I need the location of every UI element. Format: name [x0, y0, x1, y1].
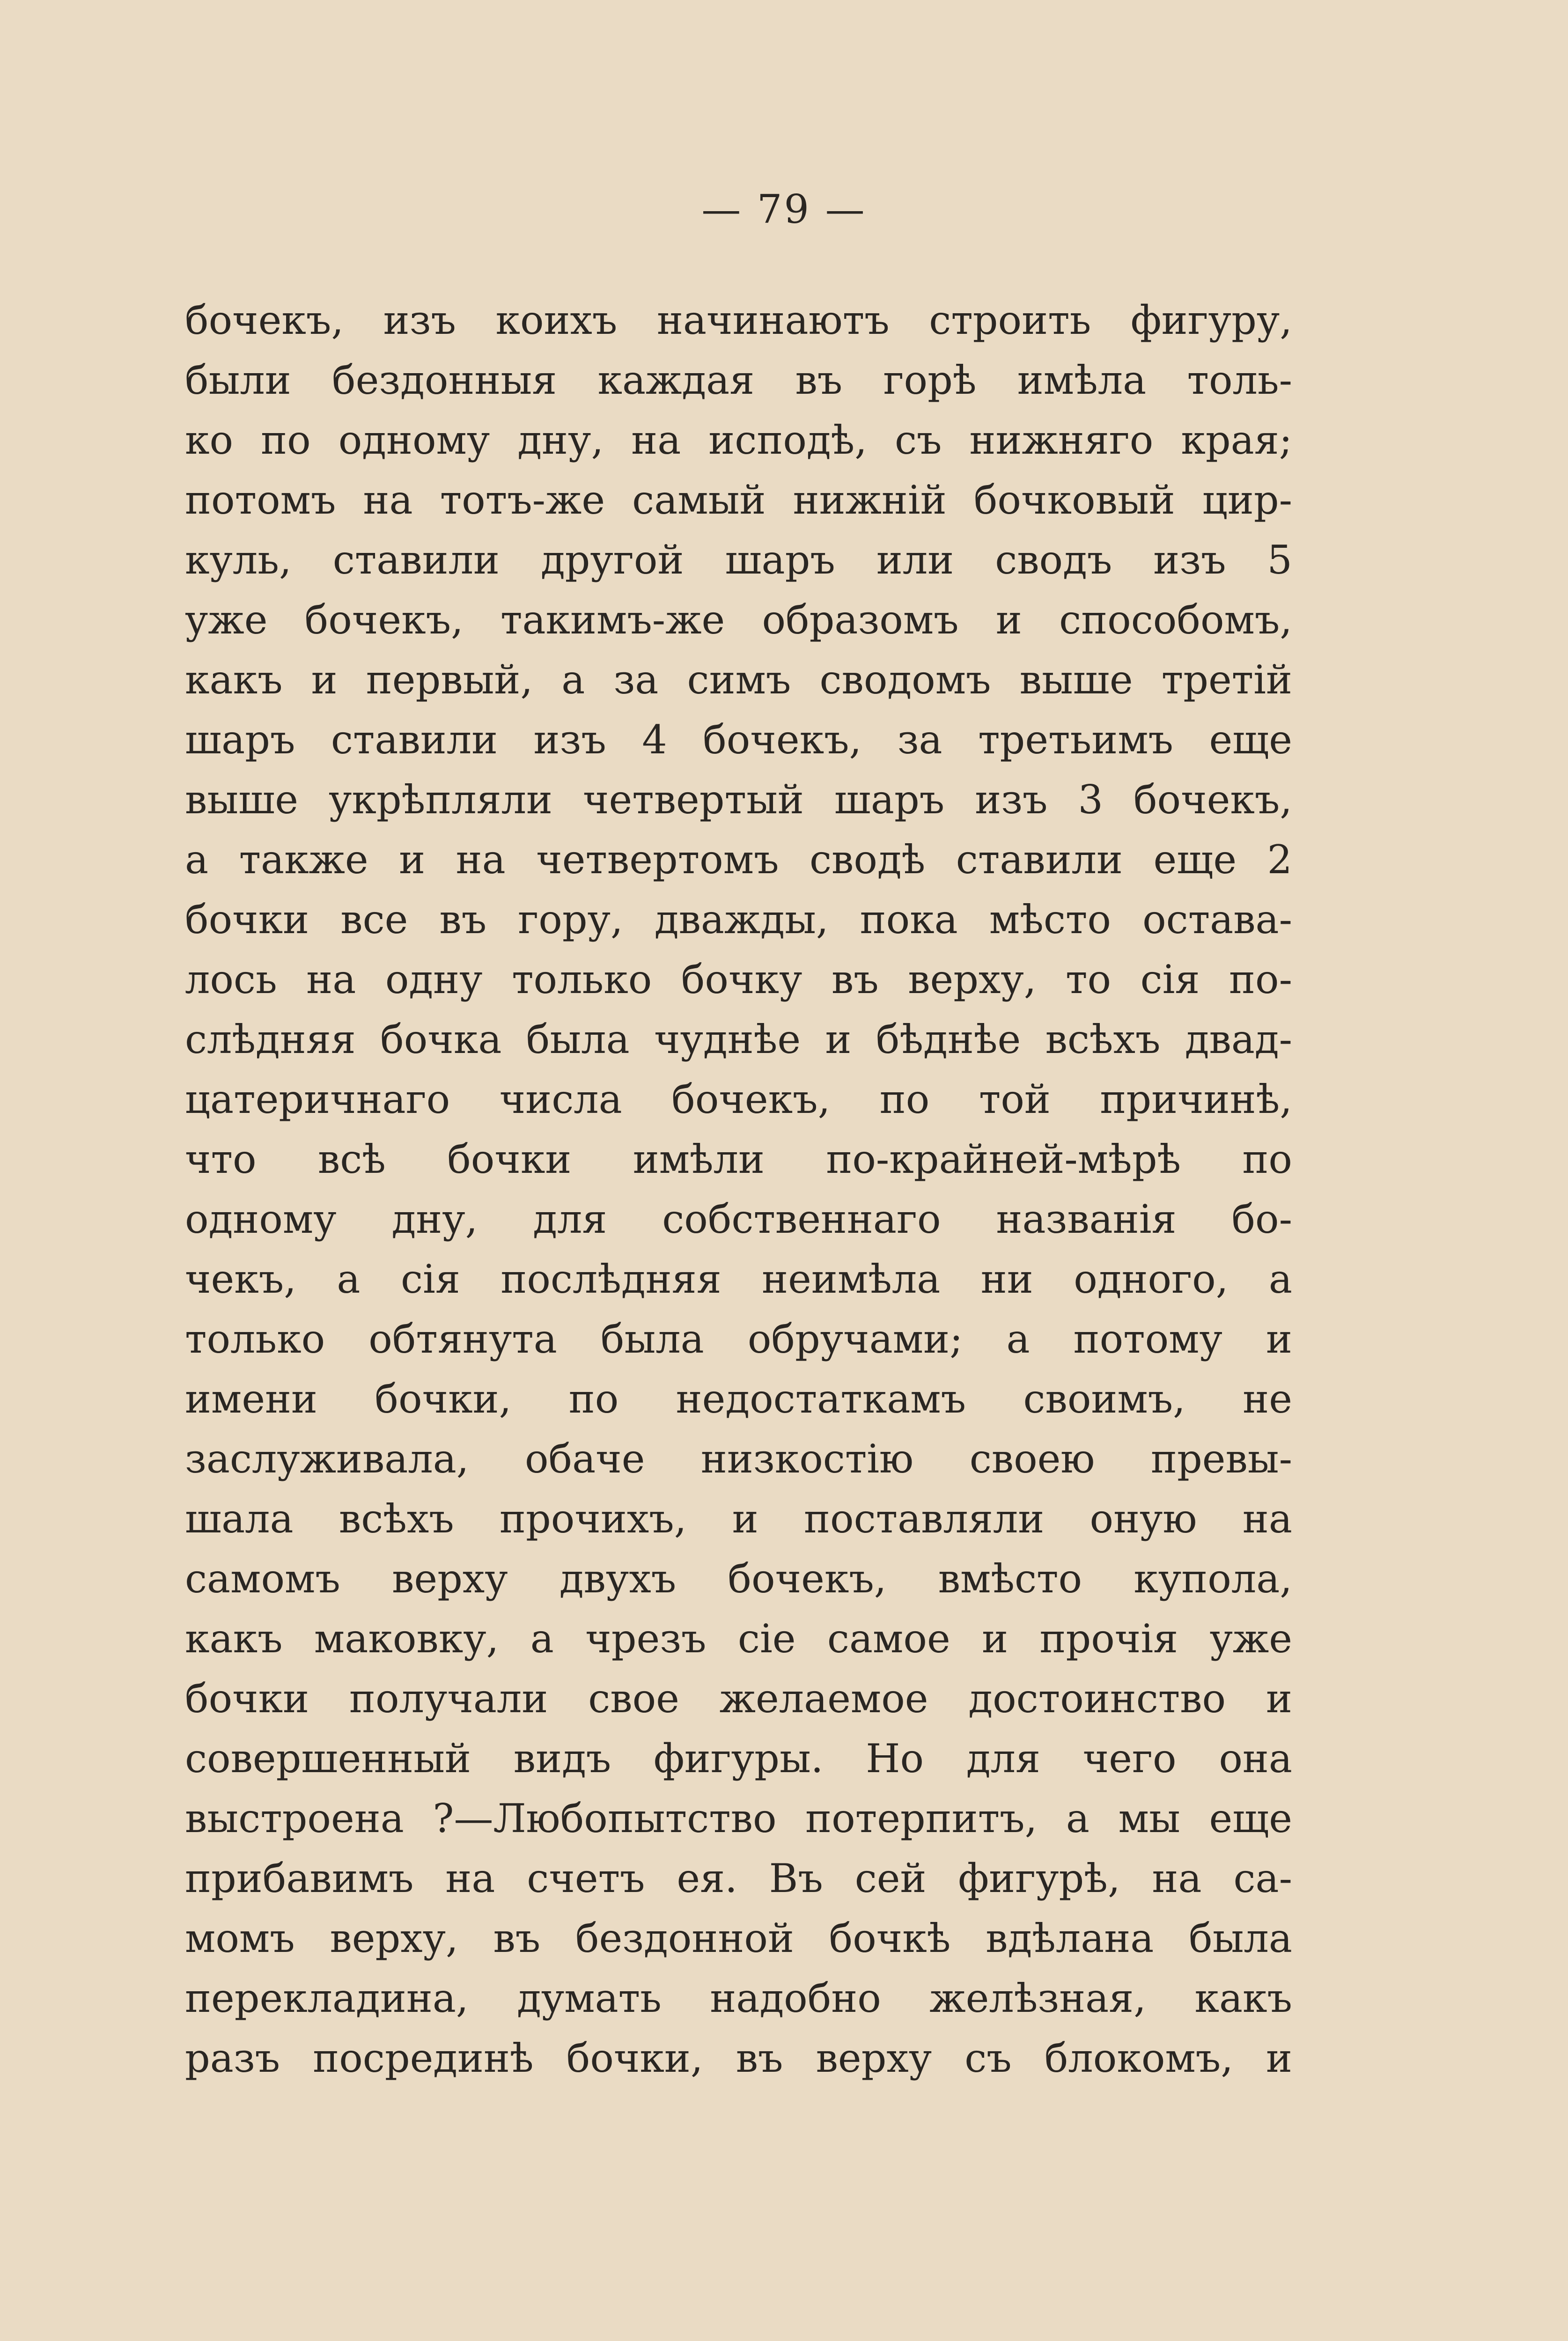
text-line: разъ посрединѣ бочки, въ верху съ блокомъ, и: [185, 2035, 1292, 2081]
text-line: слѣдняя бочка была чуднѣе и бѣднѣе всѣхъ двад-: [185, 1016, 1292, 1062]
text-line: бочки все въ гору, дважды, пока мѣсто остава-: [185, 897, 1292, 942]
text-line: выше укрѣпляли четвертый шаръ изъ 3 бочекъ,: [185, 777, 1292, 823]
text-line: прибавимъ на счетъ ея. Въ сей фигурѣ, на са-: [185, 1855, 1292, 1901]
text-line: уже бочекъ, такимъ-же образомъ и способомъ,: [185, 597, 1292, 643]
text-line: бочки получали свое желаемое достоинство и: [185, 1676, 1292, 1722]
text-line: выстроена ?—Любопытство потерпитъ, а мы еще: [185, 1796, 1292, 1841]
text-line: только обтянута была обручами; а потому и: [185, 1316, 1292, 1362]
text-line: заслуживала, обаче низкостію своею превы-: [185, 1436, 1292, 1482]
page-number-header: — 79 —: [701, 186, 867, 232]
text-line: что всѣ бочки имѣли по-крайней-мѣрѣ по: [185, 1136, 1292, 1182]
text-line: лось на одну только бочку въ верху, то сія по-: [185, 957, 1292, 1002]
text-line: момъ верху, въ бездонной бочкѣ вдѣлана была: [185, 1915, 1292, 1961]
text-line: потомъ на тотъ-же самый нижній бочковый цир-: [185, 477, 1292, 523]
text-line: куль, ставили другой шаръ или сводъ изъ 5: [185, 537, 1292, 583]
text-line: шаръ ставили изъ 4 бочекъ, за третьимъ еще: [185, 717, 1292, 763]
text-line: имени бочки, по недостаткамъ своимъ, не: [185, 1376, 1292, 1422]
text-line: ко по одному дну, на исподѣ, съ нижняго края;: [185, 417, 1292, 463]
text-line: самомъ верху двухъ бочекъ, вмѣсто купола,: [185, 1556, 1292, 1602]
text-line: а также и на четвертомъ сводѣ ставили еще 2: [185, 837, 1292, 883]
text-line: совершенный видъ фигуры. Но для чего она: [185, 1736, 1292, 1782]
text-line: были бездонныя каждая въ горѣ имѣла толь-: [185, 357, 1292, 403]
text-line: цатеричнаго числа бочекъ, по той причинѣ,: [185, 1076, 1292, 1122]
text-line: шала всѣхъ прочихъ, и поставляли оную на: [185, 1496, 1292, 1542]
text-line: одному дну, для собственнаго названія бо-: [185, 1196, 1292, 1242]
text-line: бочекъ, изъ коихъ начинаютъ строить фигуру,: [185, 297, 1292, 343]
text-line: чекъ, а сія послѣдняя неимѣла ни одного, а: [185, 1256, 1292, 1302]
body-text: [185, 290, 1292, 2088]
text-line: перекладина, думать надобно желѣзная, какъ: [185, 1975, 1292, 2021]
text-line: какъ маковку, а чрезъ сіе самое и прочія уже: [185, 1616, 1292, 1662]
text-line: какъ и первый, а за симъ сводомъ выше третій: [185, 657, 1292, 703]
